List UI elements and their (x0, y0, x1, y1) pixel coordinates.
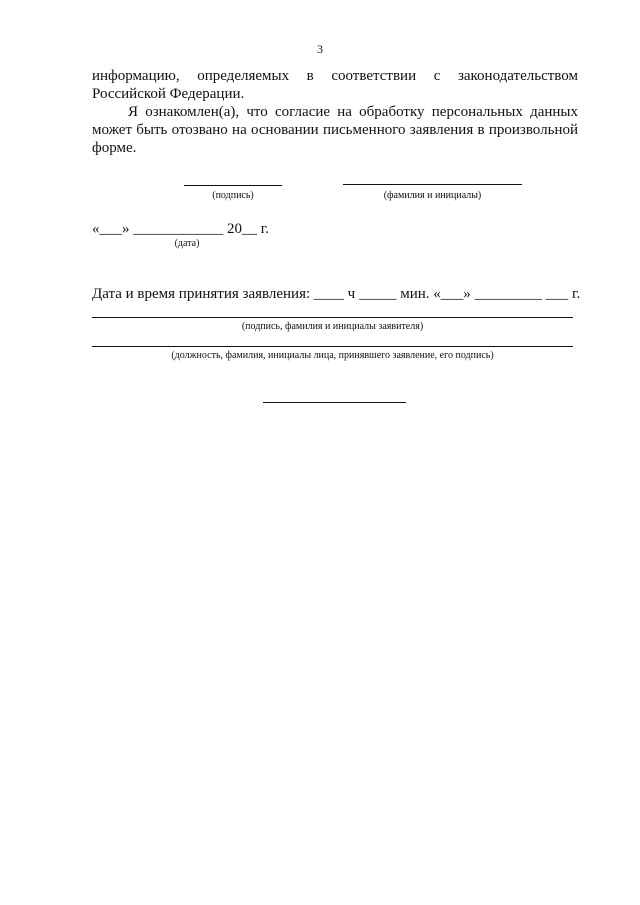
applicant-caption: (подпись, фамилия и инициалы заявителя) (241, 321, 424, 332)
acceptance-datetime-line: Дата и время принятия заявления: ____ ч _____ мин. «___» _________ ___ г. (92, 286, 581, 302)
paragraph-line: Я ознакомлен(а), что согласие на обработку персональных данных (128, 104, 578, 120)
page-number: 3 (317, 42, 323, 56)
date-field: «___» ____________ 20__ г. (92, 221, 269, 237)
signature-line (184, 185, 282, 186)
official-signature-line (92, 346, 573, 347)
applicant-signature-line (92, 317, 573, 318)
closing-separator (263, 402, 406, 403)
date-caption: (дата) (174, 238, 200, 249)
paragraph-line: Российской Федерации. (92, 86, 245, 102)
paragraph-line: форме. (92, 140, 137, 156)
paragraph-line: может быть отозвано на основании письменного заявления в произвольной (92, 122, 578, 138)
name-caption: (фамилия и инициалы) (383, 190, 482, 201)
paragraph-legislation (92, 67, 578, 103)
name-line (343, 184, 522, 185)
paragraph-consent-withdrawal (92, 103, 578, 157)
paragraph-line: информацию, определяемых в соответствии с законодательством (92, 68, 578, 84)
official-caption: (должность, фамилия, инициалы лица, принявшего заявление, его подпись) (171, 350, 494, 361)
signature-caption: (подпись) (212, 190, 254, 201)
